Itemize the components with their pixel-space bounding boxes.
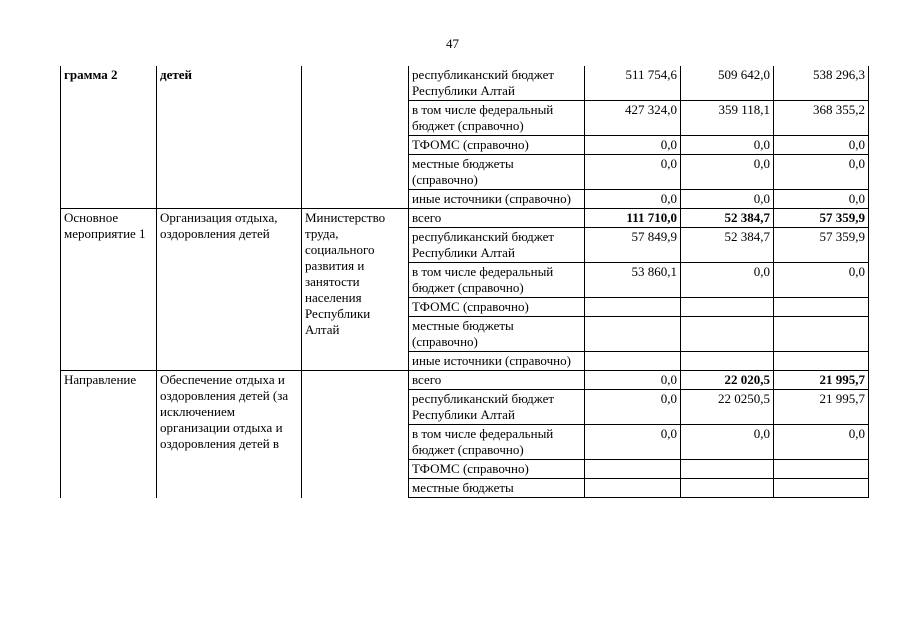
value-cell: 57 359,9 <box>774 209 869 228</box>
source-cell: ТФОМС (справочно) <box>409 136 585 155</box>
source-cell: всего <box>409 371 585 390</box>
direction-label: Направление <box>61 371 157 498</box>
value-cell <box>681 317 774 352</box>
value-cell <box>585 352 681 371</box>
table-row <box>61 66 869 101</box>
program-name: детей <box>157 66 302 209</box>
value-cell <box>774 460 869 479</box>
value-cell: 511 754,6 <box>585 66 681 101</box>
direction-name: Обеспечение отдыха и оздоровления детей (за исключением организации отдыха и оздоровления детей в <box>157 371 302 498</box>
value-cell <box>681 479 774 498</box>
value-cell: 0,0 <box>681 425 774 460</box>
value-cell: 427 324,0 <box>585 101 681 136</box>
source-cell: иные источники (справочно) <box>409 352 585 371</box>
source-cell: в том числе федеральный бюджет (справочно) <box>409 425 585 460</box>
value-cell <box>585 298 681 317</box>
value-cell: 0,0 <box>681 263 774 298</box>
source-cell: ТФОМС (справочно) <box>409 460 585 479</box>
executor-cell: Министерство труда, социального развития и занятости населения Республики Алтай <box>302 209 409 371</box>
value-cell: 509 642,0 <box>681 66 774 101</box>
value-cell: 0,0 <box>774 425 869 460</box>
value-cell: 21 995,7 <box>774 390 869 425</box>
value-cell: 0,0 <box>774 136 869 155</box>
value-cell: 111 710,0 <box>585 209 681 228</box>
source-cell: в том числе федеральный бюджет (справочно) <box>409 263 585 298</box>
source-cell: местные бюджеты <box>409 479 585 498</box>
value-cell: 0,0 <box>585 371 681 390</box>
measure-name: Организация отдыха, оздоровления детей <box>157 209 302 371</box>
table-row <box>61 209 869 228</box>
value-cell <box>774 352 869 371</box>
value-cell: 368 355,2 <box>774 101 869 136</box>
value-cell <box>681 460 774 479</box>
value-cell: 0,0 <box>774 155 869 190</box>
executor-cell <box>302 371 409 498</box>
source-cell: республиканский бюджет Республики Алтай <box>409 66 585 101</box>
value-cell: 0,0 <box>681 190 774 209</box>
value-cell: 0,0 <box>681 155 774 190</box>
page-number: 47 <box>446 36 459 51</box>
value-cell: 0,0 <box>681 136 774 155</box>
value-cell: 21 995,7 <box>774 371 869 390</box>
value-cell: 0,0 <box>774 263 869 298</box>
value-cell: 0,0 <box>585 155 681 190</box>
source-cell: местные бюджеты (справочно) <box>409 155 585 190</box>
value-cell: 0,0 <box>585 136 681 155</box>
value-cell <box>585 479 681 498</box>
measure-label: Основное мероприятие 1 <box>61 209 157 371</box>
value-cell: 22 0250,5 <box>681 390 774 425</box>
executor-cell <box>302 66 409 209</box>
value-cell: 57 359,9 <box>774 228 869 263</box>
value-cell: 359 118,1 <box>681 101 774 136</box>
value-cell <box>774 317 869 352</box>
source-cell: в том числе федеральный бюджет (справочно) <box>409 101 585 136</box>
value-cell: 57 849,9 <box>585 228 681 263</box>
value-cell <box>681 352 774 371</box>
source-cell: иные источники (справочно) <box>409 190 585 209</box>
source-cell: ТФОМС (справочно) <box>409 298 585 317</box>
source-cell: всего <box>409 209 585 228</box>
table-row <box>61 371 869 390</box>
value-cell <box>585 460 681 479</box>
budget-table <box>60 66 869 498</box>
source-cell: республиканский бюджет Республики Алтай <box>409 228 585 263</box>
value-cell <box>774 479 869 498</box>
value-cell: 0,0 <box>774 190 869 209</box>
value-cell: 0,0 <box>585 190 681 209</box>
source-cell: республиканский бюджет Республики Алтай <box>409 390 585 425</box>
value-cell: 52 384,7 <box>681 228 774 263</box>
value-cell: 22 020,5 <box>681 371 774 390</box>
value-cell <box>681 298 774 317</box>
value-cell: 0,0 <box>585 390 681 425</box>
program-label: грамма 2 <box>61 66 157 209</box>
value-cell <box>585 317 681 352</box>
value-cell <box>774 298 869 317</box>
value-cell: 53 860,1 <box>585 263 681 298</box>
value-cell: 0,0 <box>585 425 681 460</box>
value-cell: 52 384,7 <box>681 209 774 228</box>
value-cell: 538 296,3 <box>774 66 869 101</box>
source-cell: местные бюджеты (справочно) <box>409 317 585 352</box>
